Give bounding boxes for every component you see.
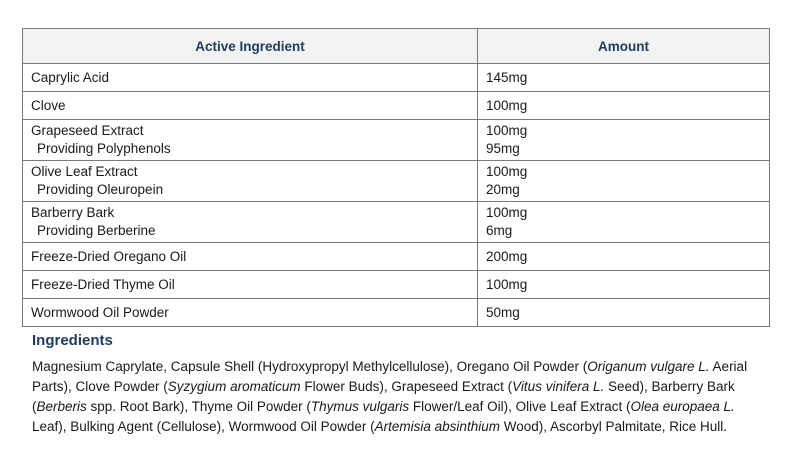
ingredient-name: Caprylic Acid	[31, 69, 110, 85]
header-amount: Amount	[478, 29, 770, 64]
ingredients-text-segment: Leaf), Bulking Agent (Cellulose), Wormwood Oil Powder (	[32, 419, 375, 434]
table-row	[23, 202, 770, 243]
ingredient-amount: 100mg	[486, 123, 528, 138]
ingredient-name: Freeze-Dried Oregano Oil	[31, 248, 187, 264]
ingredient-name: Grapeseed Extract	[31, 123, 144, 138]
amount-cell	[478, 243, 770, 271]
ingredient-sub-name: Providing Oleuropein	[37, 182, 164, 197]
ingredient-amount: 100mg	[486, 164, 528, 179]
header-active-ingredient: Active Ingredient	[23, 29, 478, 64]
ingredient-cell	[23, 161, 478, 202]
botanical-name: Vitus vinifera L.	[512, 379, 605, 394]
table-row	[23, 120, 770, 161]
ingredients-text	[32, 357, 772, 437]
ingredient-cell	[23, 202, 478, 243]
ingredient-name: Freeze-Dried Thyme Oil	[31, 276, 175, 292]
ingredients-text-segment: spp. Root Bark), Thyme Oil Powder (	[86, 399, 311, 414]
ingredient-amount: 100mg	[486, 97, 528, 113]
amount-cell	[478, 202, 770, 243]
ingredients-text-segment: Wood), Ascorbyl Palmitate, Rice Hull.	[499, 419, 728, 434]
ingredients-text-segment: Flower Buds), Grapeseed Extract (	[300, 379, 513, 394]
amount-cell	[478, 161, 770, 202]
ingredient-amount: 145mg	[486, 69, 528, 85]
ingredients-text-segment: Flower/Leaf Oil), Olive Leaf Extract (	[409, 399, 631, 414]
amount-cell	[478, 92, 770, 120]
table-header-row	[23, 29, 770, 64]
ingredients-heading: Ingredients	[32, 332, 113, 349]
botanical-name: Origanum vulgare L.	[587, 359, 710, 374]
ingredient-sub-name: Providing Polyphenols	[37, 141, 171, 156]
ingredient-amount: 50mg	[486, 304, 520, 320]
botanical-name: Thymus vulgaris	[310, 399, 410, 414]
table-row	[23, 299, 770, 327]
ingredients-text-segment: Seed), Barberry Bark (	[32, 379, 735, 414]
active-ingredients-table	[22, 28, 770, 327]
table-body	[23, 64, 770, 327]
ingredients-section	[32, 332, 772, 437]
amount-cell	[478, 271, 770, 299]
amount-cell	[478, 299, 770, 327]
ingredient-cell	[23, 271, 478, 299]
ingredient-sub-amount: 20mg	[486, 182, 520, 197]
table-row	[23, 161, 770, 202]
ingredient-amount: 100mg	[486, 276, 528, 292]
botanical-name: Artemisia absinthium	[374, 419, 500, 434]
ingredients-text-segment: Magnesium Caprylate, Capsule Shell (Hydroxypropyl Methylcellulose), Oregano Oil Powder (	[32, 359, 588, 374]
ingredient-name: Barberry Bark	[31, 205, 115, 220]
ingredient-sub-amount: 95mg	[486, 141, 520, 156]
table-row	[23, 271, 770, 299]
ingredient-sub-name: Providing Berberine	[37, 223, 156, 238]
ingredient-sub-amount: 6mg	[486, 223, 513, 238]
ingredient-amount: 200mg	[486, 248, 528, 264]
amount-cell	[478, 64, 770, 92]
ingredient-cell	[23, 243, 478, 271]
ingredient-name: Wormwood Oil Powder	[31, 304, 169, 320]
ingredient-cell	[23, 299, 478, 327]
ingredient-cell	[23, 120, 478, 161]
table-row	[23, 64, 770, 92]
table-row	[23, 243, 770, 271]
amount-cell	[478, 120, 770, 161]
ingredient-name: Clove	[31, 97, 66, 113]
botanical-name: Olea europaea L.	[630, 399, 735, 414]
ingredients-text-segment: Aerial Parts), Clove Powder (	[32, 359, 748, 394]
ingredient-name: Olive Leaf Extract	[31, 164, 138, 179]
botanical-name: Berberis	[36, 399, 87, 414]
ingredient-amount: 100mg	[486, 205, 528, 220]
ingredient-cell	[23, 92, 478, 120]
botanical-name: Syzygium aromaticum	[167, 379, 301, 394]
ingredient-cell	[23, 64, 478, 92]
table-row	[23, 92, 770, 120]
